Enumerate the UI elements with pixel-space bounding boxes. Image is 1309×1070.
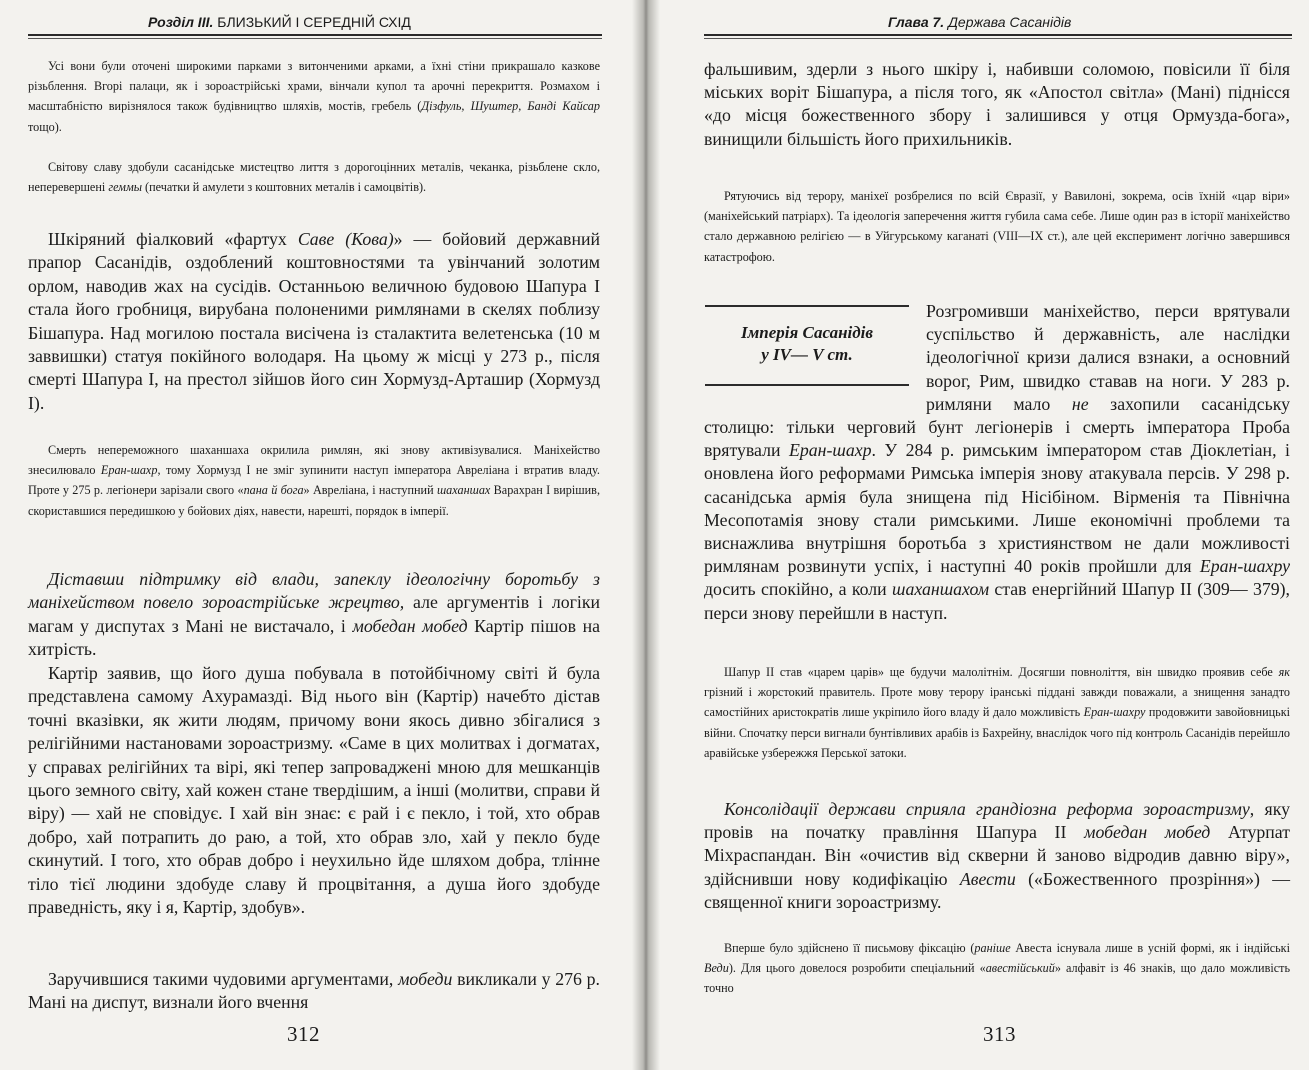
text: Вперше було здійснено її письмову фіксацію ( (724, 941, 975, 955)
right-head-rule-thin (704, 38, 1292, 39)
right-running-head (888, 14, 1071, 30)
text: Варахран І вирішив, скориставшися передишкою у бойових діях, навести, нарешті, порядок в імперії. (28, 483, 600, 518)
text-italic: Еран-шахр (789, 440, 872, 461)
text: , тому Хормузд І не зміг зупинити наступ імператора Авреліана і втратив владу. Проте у 275 р. легіонери зарізали свого « (28, 463, 600, 498)
text-italic: Діставши підтримку від влади, запеклу ідеологічну боротьбу з маніхейством повело зороастрійське жрецтво, (28, 569, 600, 613)
text-italic: шаханшах (436, 483, 491, 498)
text: фальшивим, здерли з нього шкіру і, набивши соломою, повісили її біля міських воріт Бішапура, а після того, як «Апостол світла» (Мані) піднісся «до місця божественного збору і залишився у отця Ормузда-бога», винищили більшість його прихильників. (704, 59, 1290, 149)
right-paragraph-1 (704, 58, 1290, 151)
left-head-section: Розділ ІІІ. (148, 14, 214, 30)
text-italic: пана й бога (243, 483, 304, 498)
right-paragraph-4 (704, 662, 1290, 763)
text: ). Для цього довелося розробити спеціальний « (728, 961, 986, 976)
left-head-rule-thin (28, 38, 602, 39)
sidehead-float-spacer (704, 300, 926, 416)
text-italic: мобеди (398, 969, 453, 989)
text: грізний і жорстокий правитель. Проте мову терору іранські піддані завжди поважали, а знищення занадто самостійних аристократів лише укріпило його владу й дало можливість (704, 685, 1290, 720)
text-italic: мобедан мобед (1084, 822, 1211, 843)
text: Шапур ІІ став «царем царів» ще будучи малолітнім. Досягши повноліття, він швидко проявив себе (724, 665, 1279, 679)
right-head-title: Держава Сасанідів (948, 14, 1072, 30)
text: (печатки й амулети з коштовних металів і самоцвітів). (141, 180, 427, 195)
right-paragraph-2 (704, 186, 1290, 267)
text: але аргументів і логіки магам у диспутах з Мані не вистачало, і (28, 592, 600, 636)
text-italic: як (1278, 665, 1290, 679)
text: Смерть непереможного шаханшаха окрилила римлян, які знову активізувалися. Маніхейство знесилювало (28, 443, 600, 478)
sidehead-line-2: у IV— V ст. (761, 345, 853, 364)
left-running-head (148, 14, 411, 30)
text: » Авреліана, і наступний (303, 483, 437, 498)
text: Розгромивши маніхейство, перси врятували суспільство й державність, але наслідки ідеологічної кризи далися взнаки, а основний ворог, Рим, швидко ставав на ноги. У 283 р. римляни мало (926, 301, 1290, 414)
text: («Божественного прозріння») — священної книги зороастризму. (704, 868, 1291, 912)
text: Атурпат Міхраспандан. Він «очистив від скверни й заново відродив давню віру», здійснивши нову кодифікацію (704, 822, 1291, 889)
right-page-number: 313 (983, 1022, 1016, 1046)
text: захопили сасанідську столицю: тільки черговий бунт легіонерів і смерть імператора Проба врятували (704, 393, 1290, 461)
text: Заручившися такими чудовими аргументами, (48, 969, 399, 989)
text: Картір пішов на хитрість. (28, 615, 600, 660)
text: викликали у 276 р. Мані на диспут, визнали його вчення (28, 969, 600, 1013)
text-italic: геммы (108, 180, 142, 195)
text: Рятуючись від терору, маніхеї розбрелися по всій Євразії, у Вавилоні, зокрема, осів їхній «цар віри» (маніхейський патріарх). Та ідеологія заперечення життя губила сама себе. Лише один раз в історії маніхейство стало державною релігією — в Уйгурському каганаті (VIII—IX ст.), але цей експеримент логічно завершився катастрофою. (704, 189, 1290, 264)
right-paragraph-6 (704, 938, 1290, 999)
text: Картір заявив, що його душа побувала в потойбічному світі й була представлена самому Ахурамазді. Від нього він (Картір) начебто дістав точні вказівки, як жити людям, причому вони якось дивно збігалися з релігійними настановами зороастризму. «Саме в цих молитвах і догматах, у справах релігійних та вірі, які тепер запроваджені мною для мешканців цього земного світу, хай кожен стане твердішим, а інші (молитви, справи й віру) — хай не сповідує. І хай він знає: є рай і є пекло, і той, хто обрав добро, хай потрапить до раю, а той, хто обрав зло, хай у пекло буде скинутий. І того, хто обрав добро і неухильно йде шляхом добра, тлінне тіло тієї людини здобуде славу й процвітання, а душа його здобуде праведність, яку і я, Картір, здобув». (28, 663, 600, 918)
right-paragraph-5 (704, 798, 1290, 914)
left-paragraph-4 (28, 440, 600, 521)
left-head-title: БЛИЗЬКИЙ І СЕРЕДНІЙ СХІД (217, 14, 411, 30)
left-head-rule (28, 34, 602, 36)
text-italic: Еран-шахру (1199, 556, 1290, 577)
text-italic: мобедан мобед (352, 615, 468, 636)
text-italic: авестійський (985, 961, 1055, 976)
text: Усі вони були оточені широкими парками з витонченими арками, а їхні стіни прикрашало казкове різьблення. Вгорі палаци, як і зороастрійські храми, вінчали купол та арочні перекриття. Розмахом і масштабністю вирізнялося також будівництво шляхів, мостів, гребель ( (28, 59, 600, 114)
text-italic: Авести (959, 868, 1016, 889)
left-page-number: 312 (287, 1022, 320, 1046)
text: продовжити завойовницькі війни. Спочатку перси вигнали бунтівливих арабів із Бахрейну, внаслідок чого під контроль Сасанідів перейшло аравійське узбережжя Перської затоки. (704, 705, 1290, 760)
left-paragraph-7 (28, 968, 600, 1015)
text: , яку провів на початку правління Шапура ІІ (704, 799, 1290, 843)
text: » — бойовий державний прапор Сасанідів, оздоблений коштовностями та увінчаний золотим орлом, наводив жах на сусідів. Останньою величною будовою Шапура І стала його гробниця, вирубана полоненими римлянами в скелях поблизу Бішапура. Над могилою постала висічена із сталактита велетенська (10 м заввишки) статуя покійного володаря. На цьому ж місці у 273 р., після смерті Шапура І, на престол зійшов його син Хормузд-Арташир (Хормузд І). (28, 229, 600, 413)
text-italic: Веди (704, 961, 729, 976)
left-paragraph-6 (28, 662, 600, 919)
text: Авеста існувала лише в усній формі, як і індійські (1010, 941, 1290, 955)
text: » алфавіт із 46 знаків, що дало можливість точно (704, 961, 1291, 996)
text-italic: шаханшахом (892, 579, 990, 600)
text: Світову славу здобули сасанідське мистецтво лиття з дорогоцінних металів, чеканка, різьблене скло, неперевершені (28, 160, 600, 195)
left-paragraph-5 (28, 568, 600, 662)
text: тощо). (28, 119, 62, 134)
text: . У 284 р. римським імператором став Діоклетіан, і оновлена його реформами Римська імперія знову атакувала персів. У 298 р. сасанідська армія була знищена під Нісібіном. Вірменія та Північна Месопотамія знову стали римськими. Лише економічні проблеми та виснажлива внутрішня боротьба з християнством не дали можливості римлянам розвинути успіх, і наступні 40 років пройшли для (704, 440, 1290, 577)
text-italic: раніше (974, 941, 1011, 955)
text: Шкіряний фіалковий «фартух (48, 229, 298, 249)
left-paragraph-3 (28, 228, 600, 415)
text-italic: Саве (Кова) (297, 229, 394, 249)
text-italic: Консолідації держави сприяла грандіозна реформа зороастризму (724, 799, 1250, 819)
text-italic: Еран-шахр (100, 463, 158, 478)
left-paragraph-2 (28, 157, 600, 197)
text: став енергійний Шапур ІІ (309— 379), перси знову перейшли в наступ. (704, 579, 1290, 623)
right-head-rule (704, 34, 1292, 36)
text-italic: не (1071, 393, 1089, 414)
right-head-section: Глава 7. (888, 14, 945, 30)
right-paragraph-3 (704, 300, 1290, 625)
book-gutter (632, 0, 660, 1070)
text-italic: Еран-шахру (1083, 705, 1146, 720)
text-italic: Дізфуль, Шуштер, Банді Кайсар (421, 99, 600, 114)
text: досить спокійно, а коли (704, 579, 893, 600)
sidehead-line-1: Імперія Сасанідів (741, 323, 873, 342)
left-paragraph-1 (28, 56, 600, 137)
